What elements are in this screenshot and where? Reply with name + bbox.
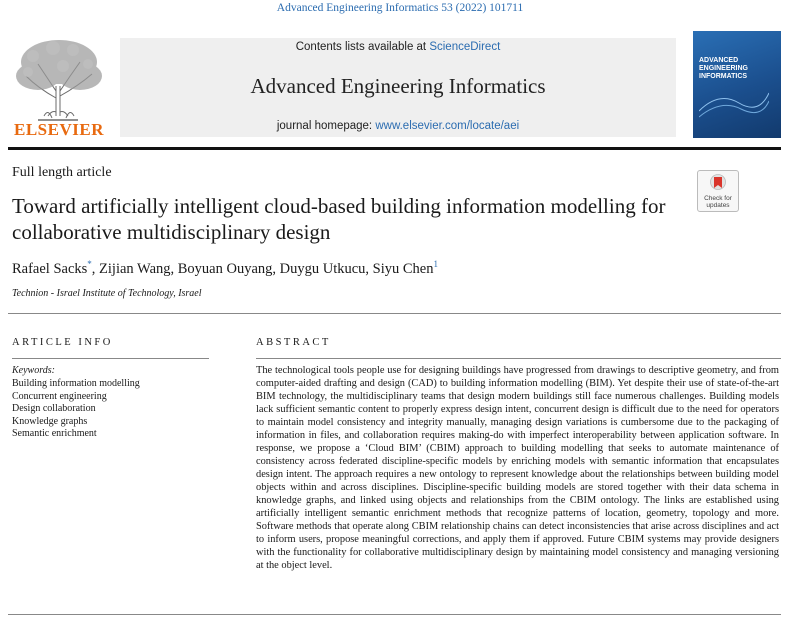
corresponding-author-mark[interactable]: *: [87, 259, 92, 269]
journal-title: Advanced Engineering Informatics: [250, 74, 546, 98]
article-title: Toward artificially intelligent cloud-based building information modelling for collaborative multidisciplinary design: [12, 194, 666, 244]
check-for-updates-badge[interactable]: [697, 170, 739, 212]
author-footnote-mark[interactable]: 1: [433, 259, 438, 269]
keyword-item: Building information modelling: [12, 378, 140, 389]
article-type: Full length article: [12, 165, 112, 180]
check-for-updates-label: Check for updates: [704, 195, 732, 209]
journal-citation-link[interactable]: Advanced Engineering Informatics 53 (2022) 101711: [276, 2, 524, 14]
homepage-line: [120, 120, 676, 132]
author-names[interactable]: , Zijian Wang, Boyuan Ouyang, Duygu Utkucu, Siyu Chen: [91, 260, 434, 277]
article-info-heading: ARTICLE INFO: [12, 337, 113, 348]
keyword-item: Concurrent engineering: [12, 390, 107, 402]
keyword-item: Semantic enrichment: [12, 428, 97, 439]
keywords-list: [12, 378, 140, 441]
journal-homepage-link[interactable]: www.elsevier.com/locate/aei: [375, 120, 520, 132]
abstract-text: The technological tools people use for designing buildings have progressed from drawings to descriptive geometry, and from computer-aided drafting and design (CAD) to building information modelling (BIM). Yet despite their use of state-of-the-art BIM technology, the multidisciplinary teams that design modern buildings still face numerous challenges. Building models lack sufficient semantic content to properly express design intent, concurrent design is difficult due to the need for operators to maintain model consistency and integrity manually, managing design variations is cumbersome due to the packaging of information in files, and collaboration requires making-do with imperfect interoperability between application software. In response, we propose a ‘Cloud BIM’ (CBIM) approach to building modelling that seeks to automate maintenance of consistency across federated discipline-specific models by enriching models with semantic information that encapsulates design intent. The approach requires a new ontology to represent knowledge about the relationships between building model objects within and across disciplines. Discipline-specific building models are stored together with their data schema in knowledge graphs, and linked using objects and relationships from the CBIM ontology. The links are established using artificially intelligent semantic enrichment methods that recognize patterns of location, geometry, topology and more. Software methods that operate along CBIM relationship chains can detect inconsistencies that arise across disciplines and act to inform users, propose meaningful corrections, and apply them if approved. Future CBIM systems may provide designers with the functionality for collaborative multidisciplinary design by maintaining model consistency and managing versioning at the object level.: [256, 365, 779, 571]
author-affiliation: Technion - Israel Institute of Technology, Israel: [12, 288, 202, 299]
footer-divider: [8, 614, 781, 615]
journal-masthead: [120, 38, 676, 137]
cover-pattern: [699, 81, 769, 121]
elsevier-wordmark: ELSEVIER: [14, 120, 104, 139]
section-divider: [8, 313, 781, 314]
abstract-heading: ABSTRACT: [256, 337, 331, 348]
cover-title: ADVANCED ENGINEERING INFORMATICS: [699, 57, 749, 80]
keywords-label: Keywords:: [12, 365, 55, 376]
journal-cover-image[interactable]: [693, 31, 781, 138]
bookmark-icon: [709, 174, 727, 194]
keyword-item: Knowledge graphs: [12, 415, 88, 427]
homepage-prefix: journal homepage:: [276, 120, 376, 132]
article-info-rule: [12, 358, 209, 359]
author-name[interactable]: Rafael Sacks: [12, 260, 88, 277]
header-divider: [8, 147, 781, 150]
abstract-rule: [256, 358, 781, 359]
author-list: [12, 259, 438, 278]
keyword-item: Design collaboration: [12, 403, 96, 414]
contents-prefix: Contents lists available at: [295, 41, 430, 53]
contents-line: [120, 41, 676, 53]
sciencedirect-link[interactable]: ScienceDirect: [429, 41, 501, 53]
